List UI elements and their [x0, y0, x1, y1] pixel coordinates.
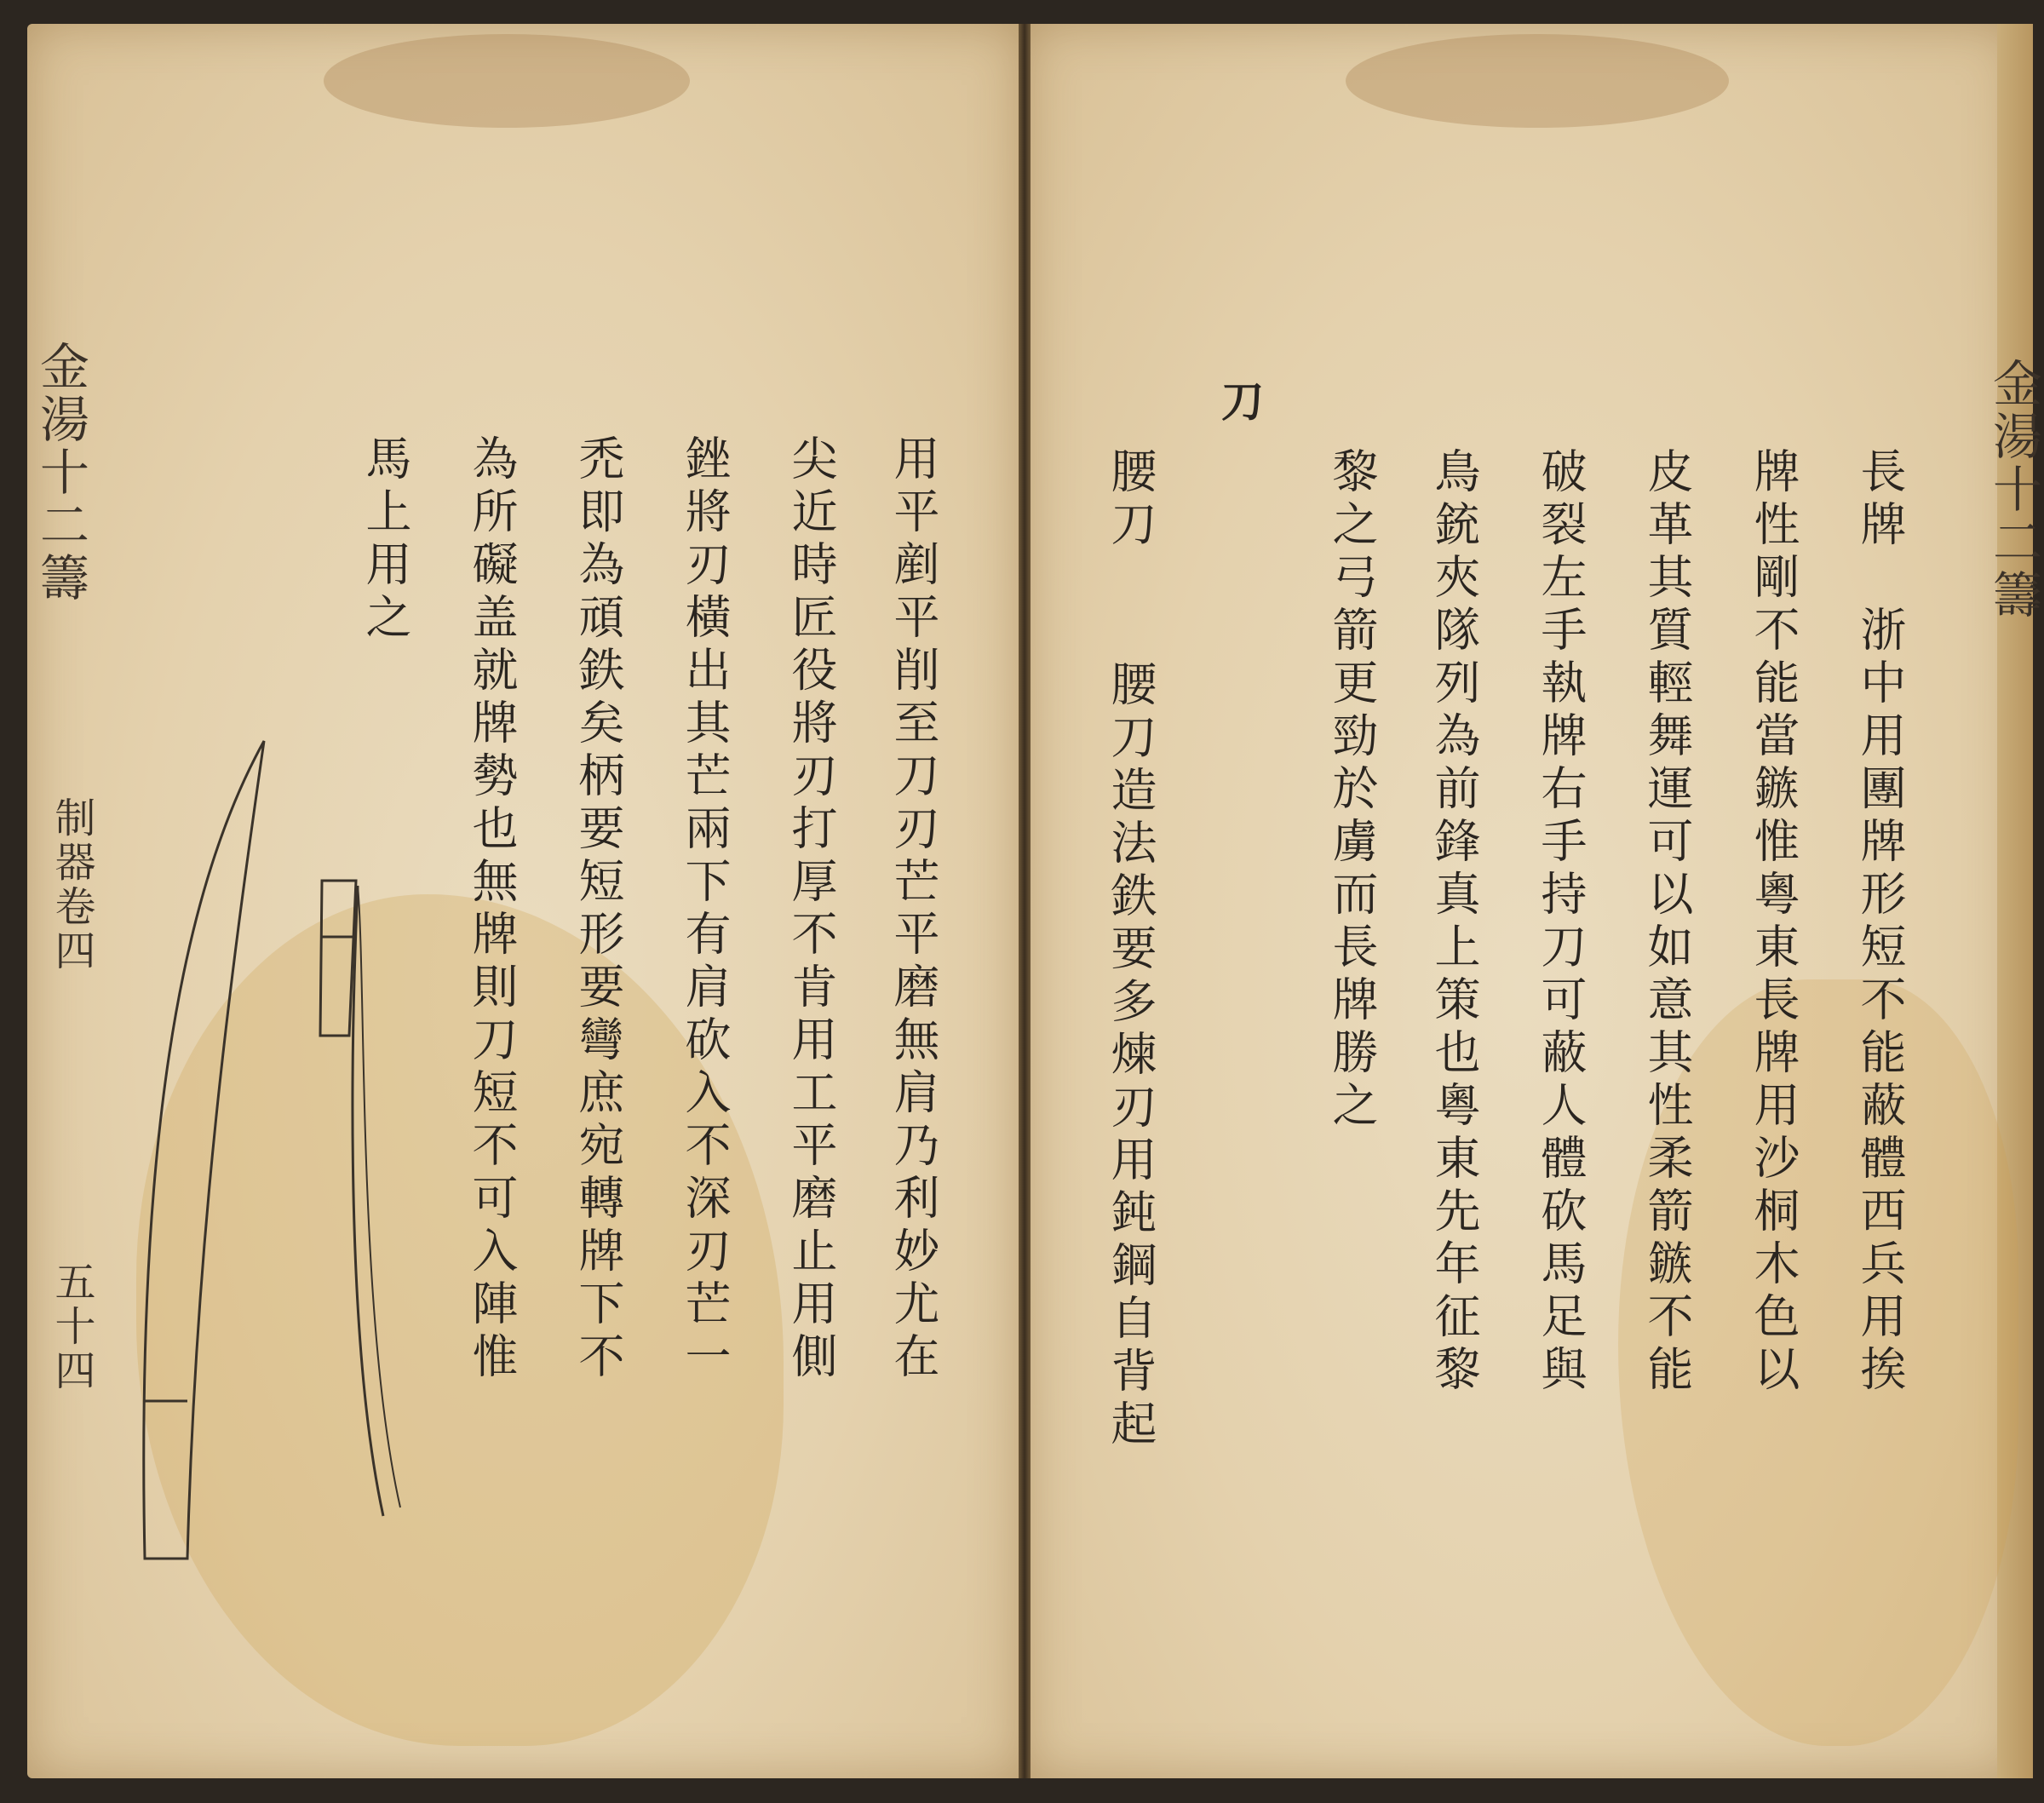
book-gutter — [1019, 24, 1031, 1778]
section-heading: 刀 — [1214, 379, 1265, 428]
right-column-6: 黎之弓箭更勁於虜而長牌勝之 — [1325, 447, 1379, 1134]
next-page-edge — [1997, 24, 2033, 1778]
sword-hilt-illustration — [315, 877, 375, 1039]
left-column-1: 用平剷平削至刀刃芒平磨無肩乃利妙尤在 — [887, 434, 940, 1385]
curved-saber-illustration — [128, 724, 417, 1576]
left-margin-section: 制器卷四 — [48, 796, 95, 973]
left-column-4: 禿即為頑鉄矣柄要短形要彎庶宛轉牌下不 — [571, 434, 625, 1385]
page-number: 五十四 — [48, 1260, 95, 1393]
left-column-5: 為所礙盖就牌勢也無牌則刀短不可入陣惟 — [465, 434, 519, 1385]
left-column-3: 銼將刃橫出其芒兩下有肩砍入不深刃芒一 — [678, 434, 732, 1385]
right-column-5: 鳥銃夾隊列為前鋒真上策也粵東先年征黎 — [1427, 447, 1481, 1398]
left-margin-title: 金湯十二籌 — [32, 341, 89, 605]
right-column-3: 皮革其質輕舞運可以如意其性柔箭鏃不能 — [1640, 447, 1694, 1398]
right-column-4: 破裂左手執牌右手持刀可蔽人體砍馬足與 — [1534, 447, 1588, 1398]
left-column-2: 尖近時匠役將刃打厚不肯用工平磨止用側 — [784, 434, 838, 1385]
right-column-1: 長牌 浙中用團牌形短不能蔽體西兵用挨 — [1853, 447, 1907, 1398]
right-sub-column-1: 腰刀 — [1104, 447, 1157, 553]
right-column-2: 牌性剛不能當鏃惟粵東長牌用沙桐木色以 — [1747, 447, 1800, 1398]
right-sub-column-2: 腰刀造法鉄要多煉刃用鈍鋼自背起 — [1104, 660, 1157, 1452]
right-margin-title: 金湯十二籌 — [1984, 358, 2042, 622]
left-column-6: 馬上用之 — [359, 434, 412, 646]
